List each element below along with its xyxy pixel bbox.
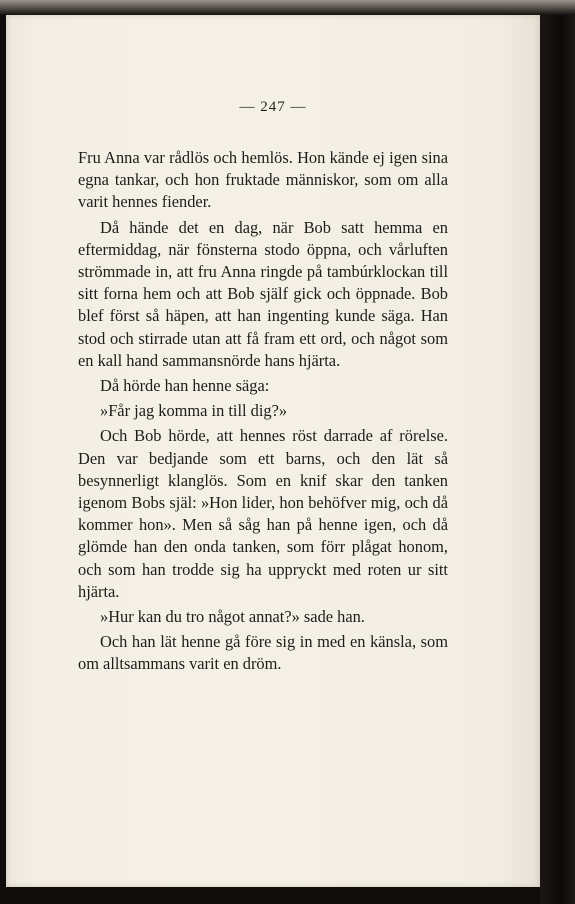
page-number: — 247 — bbox=[239, 99, 307, 115]
paragraph-4: »Får jag komma in till dig?» bbox=[100, 401, 288, 421]
scan-top-edge bbox=[0, 0, 575, 15]
scan-right-edge bbox=[540, 15, 575, 904]
paragraph-5: Och Bob hörde, att hennes röst darrade af rörelse. Den var bedjande som ett barns, och den lät så besynnerligt klanglös. Som en knif skar den tanken igenom Bobs själ: »Hon lider, hon behöfver mig, och då kommer hon». Men så såg han på henne igen, och då glömde han den onda tanken, som förr plågat honom, och som han trodde sig ha uppryckt med roten ur sitt hjärta. bbox=[78, 426, 448, 601]
book-page bbox=[6, 15, 540, 887]
paragraph-6: »Hur kan du tro något annat?» sade han. bbox=[100, 607, 365, 627]
body-text bbox=[78, 147, 448, 676]
paragraph-2: Då hände det en dag, när Bob satt hemma en eftermiddag, när fönsterna stodo öppna, och vårluften strömmade in, att fru Anna ringde på tambúrklockan till sitt forna hem och att Bob själf gick och öppnade. Bob blef först så häpen, att han ingenting kunde säga. Han stod och stirrade utan att få fram ett ord, och något som en kall hand sammansnörde hans hjärta. bbox=[78, 217, 448, 370]
paragraph-7: Och han lät henne gå före sig in med en känsla, som om alltsammans varit en dröm. bbox=[78, 632, 448, 674]
paragraph-1: Fru Anna var rådlös och hemlös. Hon kände ej igen sina egna tankar, och hon fruktade människor, som om alla varit hennes fiender. bbox=[78, 148, 448, 212]
paragraph-3: Då hörde han henne säga: bbox=[100, 376, 270, 396]
